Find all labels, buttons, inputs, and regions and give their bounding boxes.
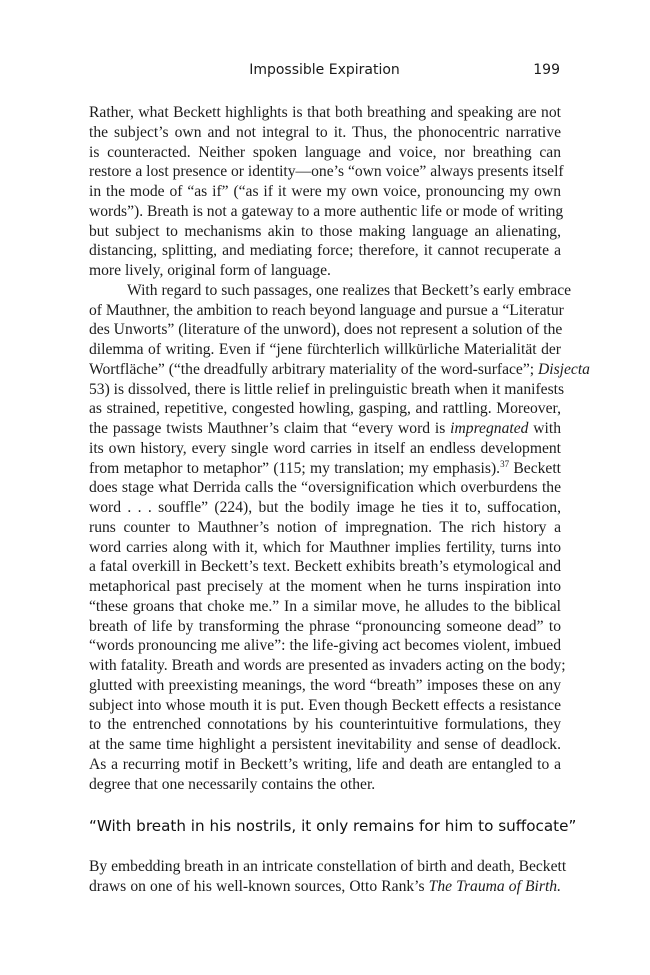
italic-title: Disjecta [538,360,590,378]
italic-title: The Trauma of Birth. [428,877,561,895]
section-heading: “With breath in his nostrils, it only remains for him to suffocate” [89,817,577,835]
text-line: word carries along with it, which for Mauthner implies fertility, turns into [89,538,561,556]
text-line: words”). Breath is not a gateway to a more authentic life or mode of writing [89,202,564,220]
footnote-marker: 37 [500,458,510,469]
text-line: at the same time highlight a persistent inevitability and sense of deadlock. [89,736,561,753]
text-line: breath of life by transforming the phrase “pronouncing someone dead” to [89,617,561,635]
text-line: metaphorical past precisely at the moment when he turns inspiration into [89,578,561,595]
text-line: the subject’s own and not integral to it. Thus, the phonocentric narrative [89,123,561,141]
text-line: in the mode of “as if” (“as if it were my own voice, pronouncing my own [89,183,561,200]
text-line: Rather, what Beckett highlights is that both breathing and speaking are not [89,104,561,121]
text-line: its own history, every single word carries in itself an endless development [89,439,561,457]
text-line: “words pronouncing me alive”: the life-giving act becomes violent, imbued [89,637,561,655]
text-run: with [528,420,561,437]
text-line: By embedding breath in an intricate constellation of birth and death, Beckett [89,858,567,875]
text-line: As a recurring motif in Beckett’s writing, life and death are entangled to a [89,755,561,773]
text-line [89,877,561,897]
text-line [89,419,561,439]
text-run: Wortfläche” (“the dreadfully arbitrary materiality of the word-surface”; [89,360,539,378]
text-line: subject into whose mouth it is put. Even though Beckett effects a resistance [89,696,561,714]
page-number: 199 [533,62,560,78]
text-line [89,360,590,380]
body-text [89,103,590,794]
running-title: Impossible Expiration [249,62,400,78]
text-line: but subject to mechanisms akin to those making language an alienating, [89,222,561,240]
text-line: runs counter to Mauthner’s notion of impregnation. The rich history a [89,518,561,536]
text-line [89,459,561,479]
text-line: distancing, splitting, and mediating force; therefore, it cannot recuperate a [89,242,561,260]
text-line: word . . . souffle” (224), but the bodily image he ties it to, suffocation, [89,499,561,516]
text-line: degree that one necessarily contains the other. [89,775,376,793]
text-line: 53) is dissolved, there is little relief in prelinguistic breath when it manifests [89,380,565,398]
running-head [89,60,560,84]
text-line: to the entrenched connotations by his counterintuitive formulations, they [89,716,561,734]
text-line: of Mauthner, the ambition to reach beyond language and pursue a “Literatur [89,301,564,319]
text-line: a fatal overkill in Beckett’s text. Beckett exhibits breath’s etymological and [89,558,561,576]
text-run: draws on one of his well-known sources, Otto Rank’s [89,877,429,895]
text-line: with fatality. Breath and words are presented as invaders acting on the body; [89,657,566,674]
text-run: Beckett [509,459,561,477]
body-text [89,857,567,897]
text-line: With regard to such passages, one realizes that Beckett’s early embrace [127,281,572,299]
text-line: restore a lost presence or identity—one’s “own voice” always presents itself [89,163,564,181]
text-line: as strained, repetitive, congested howling, gasping, and rattling. Moreover, [89,400,561,418]
text-line: des Unworts” (literature of the unword), does not represent a solution of the [89,321,563,339]
text-line: does stage what Derrida calls the “oversignification which overburdens the [89,479,561,497]
text-line: more lively, original form of language. [89,262,331,279]
text-line: glutted with preexisting meanings, the word “breath” imposes these on any [89,676,561,694]
text-run: the passage twists Mauthner’s claim that “every word is [89,420,451,437]
italic-emphasis: impregnated [450,420,529,437]
text-line: dilemma of writing. Even if “jene fürchterlich willkürliche Materialität der [89,341,561,358]
text-run: from metaphor to metaphor” (115; my translation; my emphasis). [89,459,501,477]
text-line: is counteracted. Neither spoken language and voice, nor breathing can [89,143,561,161]
text-line: “these groans that choke me.” In a similar move, he alludes to the biblical [89,597,561,615]
